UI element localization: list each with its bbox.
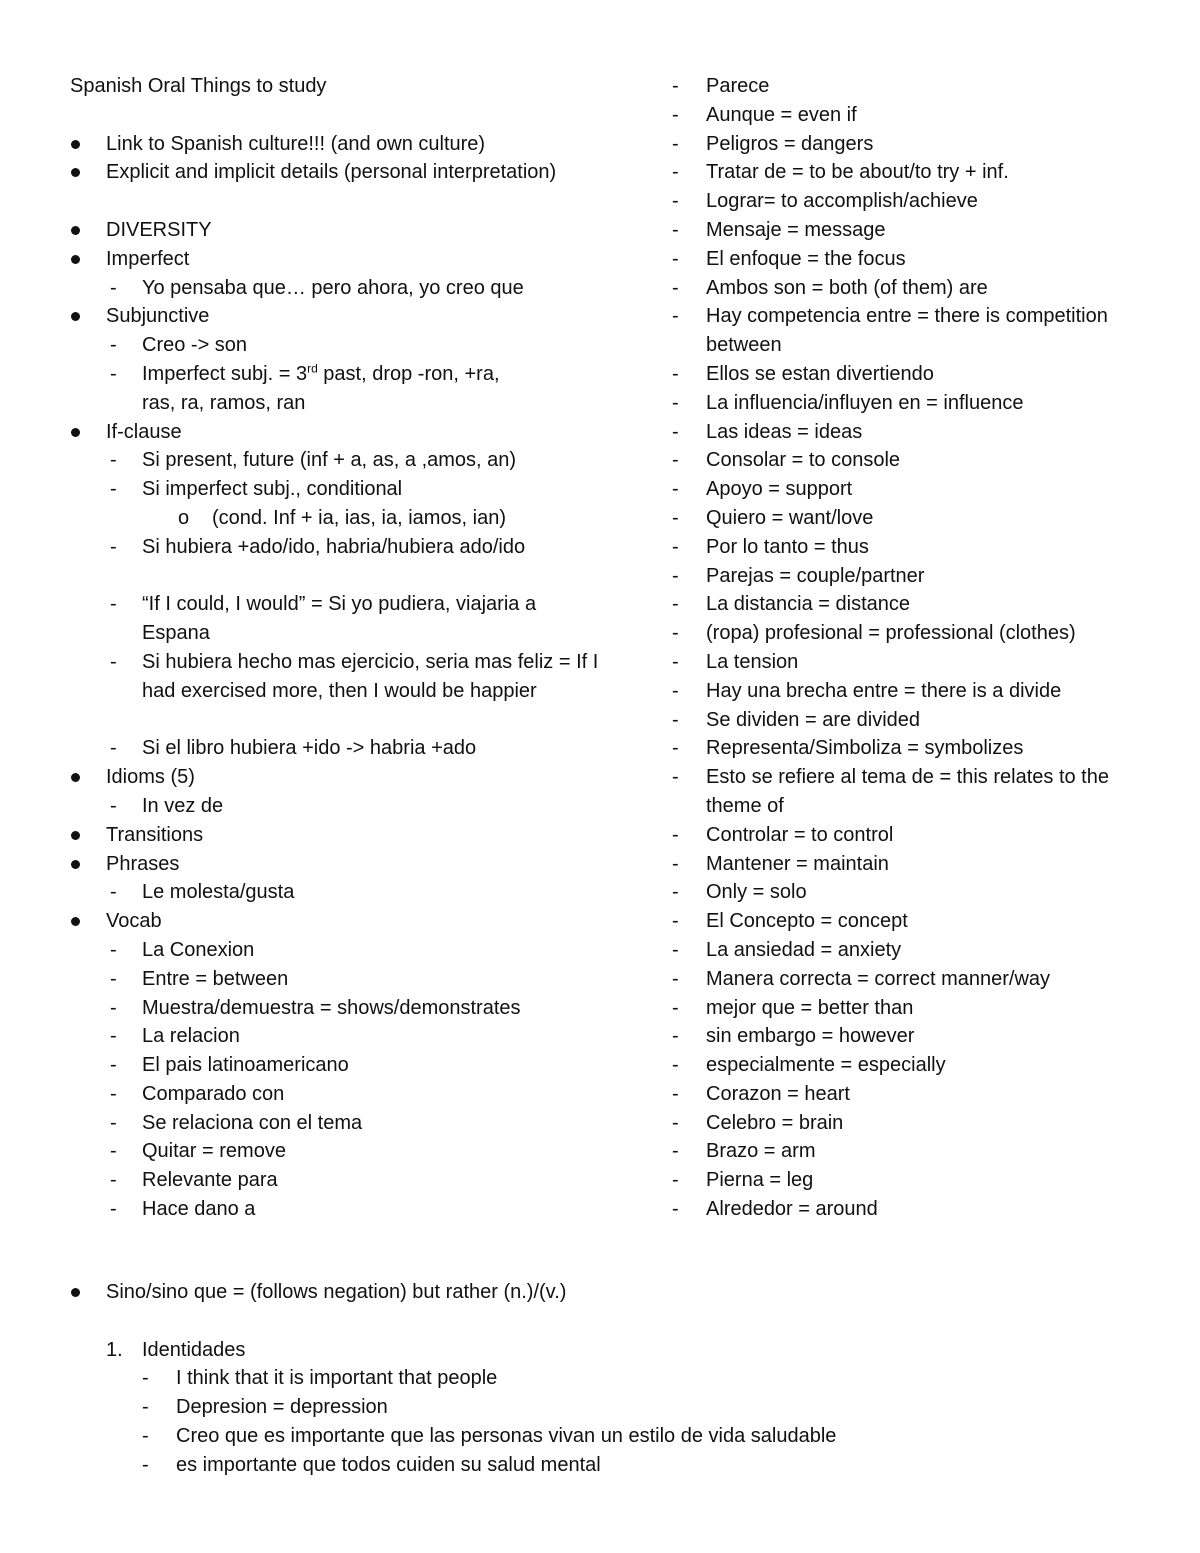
vocab-item: - Por lo tanto = thus [672,535,869,558]
list-item: Imperfect [70,245,600,274]
list-item: Explicit and implicit details (personal interpretation) [70,158,600,216]
vocab-item: - Mantener = maintain [672,852,889,875]
sub-list-item: - Imperfect subj. = 3rd past, drop -ron, +ra, [110,361,500,385]
vocab-item: - sin embargo = however [672,1025,915,1048]
vocab-item: - (ropa) profesional = professional (clothes) [672,622,1076,645]
vocab-item: - Hay una brecha entre = there is a divide [672,679,1062,702]
sub-list-item: - Si imperfect subj., conditional [110,478,403,501]
list-item: DIVERSITY [70,216,600,245]
vocab-item: - El Concepto = concept [672,910,908,933]
vocab-item: - Aunque = even if [672,103,857,126]
vocab-item: - La relacion [110,1025,240,1048]
vocab-item: - Mensaje = message [672,218,886,241]
sub-list-item: - “If I could, I would” = Si yo pudiera, viajaria a Espana [110,593,537,645]
sub-sub-list-item: o (cond. Inf + ia, ias, ia, iamos, ian) [70,504,600,533]
vocab-item: - La ansiedad = anxiety [672,938,902,961]
vocab-item: - Pierna = leg [672,1169,814,1192]
vocab-item: - La Conexion [110,938,255,961]
bullet-icon [70,216,80,226]
vocab-item: - Hay competencia entre = there is competition between [672,305,1108,357]
list-item: Subjunctive [70,302,600,331]
list-item: Phrases [70,850,600,879]
vocab-item: - Celebro = brain [672,1111,844,1134]
sub-list-item: - Yo pensaba que… pero ahora, yo creo que [110,276,524,299]
bullet-icon [70,821,80,831]
bullet-icon [70,850,80,860]
list-item: Idioms (5) [70,763,600,792]
vocab-item: - Only = solo [672,881,807,904]
vocab-item: - Manera correcta = correct manner/way [672,967,1051,990]
sub-list-item: - es importante que todos cuiden su salud mental [142,1453,601,1476]
vocab-item: - Peligros = dangers [672,132,874,155]
vocab-item: - Muestra/demuestra = shows/demonstrates [110,996,521,1019]
bullet-icon [70,907,80,917]
vocab-item: - Apoyo = support [672,478,853,501]
sub-list-item-continuation: ras, ra, ramos, ran [142,391,306,414]
vocab-item: - La distancia = distance [672,593,911,616]
vocab-item: - especialmente = especially [672,1054,946,1077]
vocab-item: - Tratar de = to be about/to try + inf. [672,161,1009,184]
bullet-icon [70,763,80,773]
vocab-item: - Corazon = heart [672,1082,850,1105]
sub-list-item: - I think that it is important that people [142,1367,498,1390]
bullet-icon [70,158,80,168]
bullet-icon [70,1278,80,1288]
sub-list-item: - Si hubiera hecho mas ejercicio, seria mas feliz = If I had exercised more, then I would be happier [110,650,599,702]
list-item: Transitions [70,821,600,850]
sub-list-item: - Si hubiera +ado/ido, habria/hubiera ado/ido [110,535,526,558]
vocab-item: - Brazo = arm [672,1140,816,1163]
vocab-item: - Entre = between [110,967,289,990]
left-column [70,72,600,1224]
vocab-item: - Relevante para [110,1169,278,1192]
vocab-item: - Alrededor = around [672,1198,878,1221]
sub-list-item: - Le molesta/gusta [110,881,295,904]
vocab-item: - Parejas = couple/partner [672,564,925,587]
vocab-item: - Las ideas = ideas [672,420,863,443]
vocab-item: - Representa/Simboliza = symbolizes [672,737,1024,760]
vocab-item: - Consolar = to console [672,449,901,472]
vocab-item: - Se dividen = are divided [672,708,921,731]
list-item: Vocab [70,907,600,936]
sub-list-item: - Si el libro hubiera +ido -> habria +ado [110,737,477,760]
vocab-item: - Quitar = remove [110,1140,286,1163]
sub-list-item: - Depresion = depression [142,1396,388,1419]
vocab-item: - Lograr= to accomplish/achieve [672,190,978,213]
vocab-item: - La influencia/influyen en = influence [672,391,1024,414]
vocab-item: - La tension [672,650,799,673]
vocab-item: - Ellos se estan divertiendo [672,362,934,385]
vocab-item: - El pais latinoamericano [110,1054,349,1077]
vocab-item: - Parece [672,75,770,97]
page-title: Spanish Oral Things to study [70,75,327,97]
vocab-item: - mejor que = better than [672,996,914,1019]
vocab-item: - Controlar = to control [672,823,894,846]
vocab-item: - Quiero = want/love [672,506,874,529]
vocab-item: - Comparado con [110,1082,285,1105]
bullet-icon [70,302,80,312]
sub-list-item: - Creo que es importante que las personas vivan un estilo de vida saludable [142,1424,837,1447]
sub-list-item: - In vez de [110,794,224,817]
bullet-icon [70,130,80,140]
sub-list-item: - Si present, future (inf + a, as, a ,amos, an) [110,449,517,472]
list-item: Sino/sino que = (follows negation) but rather (n.)/(v.) [70,1278,1130,1307]
vocab-item: - El enfoque = the focus [672,247,906,270]
list-item: Link to Spanish culture!!! (and own culture) [70,130,600,159]
vocab-item: - Ambos son = both (of them) are [672,276,988,299]
bullet-icon [70,418,80,428]
vocab-item: - Esto se refiere al tema de = this relates to the theme of [672,766,1109,817]
right-column [668,72,1168,1224]
vocab-item: - Se relaciona con el tema [110,1111,363,1134]
list-item: If-clause [70,418,600,447]
vocab-item: - Hace dano a [110,1198,256,1221]
bullet-icon [70,245,80,255]
bottom-section [70,1278,1130,1480]
circle-bullet-icon: o [178,506,190,529]
sub-list-item: - Creo -> son [110,334,248,357]
numbered-item: 1. Identidades [106,1338,246,1361]
